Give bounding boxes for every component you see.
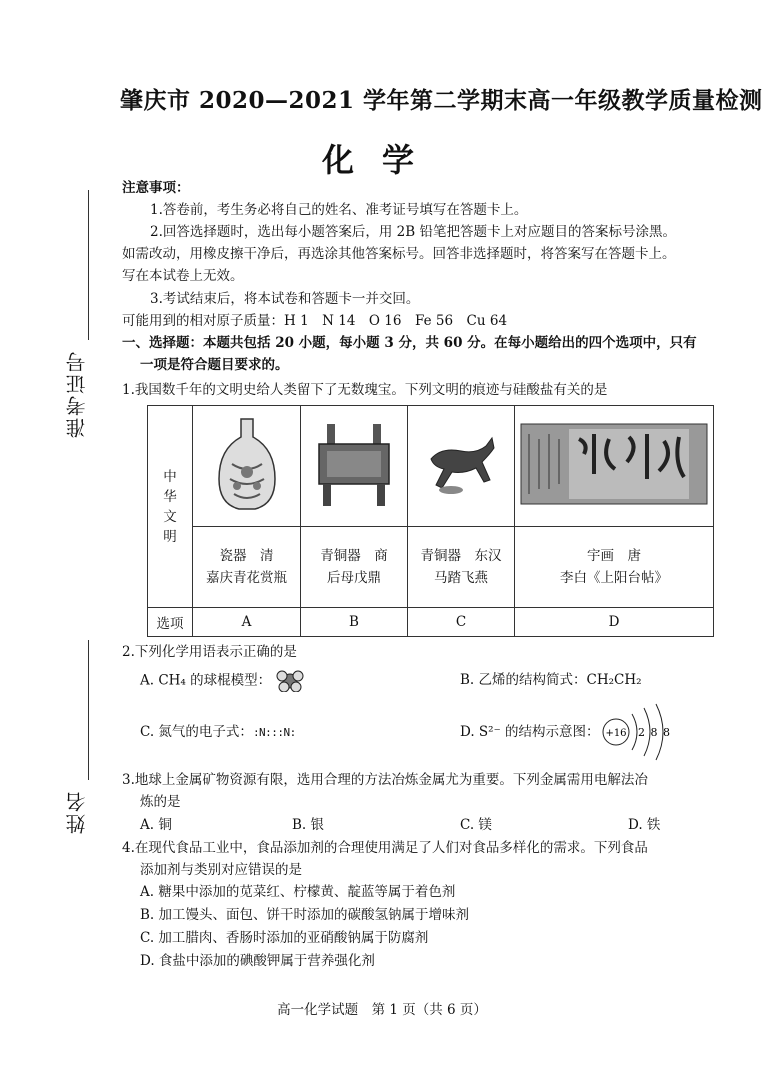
option-header: 选项: [148, 608, 193, 637]
vase-icon: [212, 414, 282, 514]
q4-option-d: D. 食盐中添加的碘酸钾属于营养强化剂: [140, 953, 375, 969]
page-footer: 高一化学试题 第 1 页（共 6 页）: [277, 1002, 487, 1018]
calligraphy-scroll-icon: [519, 419, 709, 509]
q4-option-b: B. 加工馒头、面包、饼干时添加的碳酸氢钠属于增味剂: [140, 907, 470, 923]
notes-item-2: 2.回答选择题时，选出每小题答案后，用 2B 铅笔把答题卡上对应题目的答案标号涂黑。: [150, 224, 676, 240]
option-b: B: [301, 608, 408, 637]
option-c: C: [408, 608, 515, 637]
option-d: D: [515, 608, 714, 637]
n2-electron-formula: :N:::N:: [252, 726, 296, 739]
q1-stem: 1.我国数千年的文明史给人类留下了无数瑰宝。下列文明的痕迹与硅酸盐有关的是: [122, 382, 608, 398]
sulfide-ion-structure-icon: [600, 702, 680, 762]
q3-option-d: D. 铁: [628, 817, 661, 833]
q1-table: [147, 405, 714, 637]
q2-option-c: C. 氮气的电子式：:N:::N:: [140, 724, 296, 740]
section-1-heading: 一、选择题：本题共包括 20 小题，每小题 3 分，共 60 分。在每小题给出的四个选项中，只有: [122, 335, 697, 351]
q4-option-c: C. 加工腊肉、香肠时添加的亚硝酸钠属于防腐剂: [140, 930, 429, 946]
vase-image-cell: [193, 406, 301, 527]
q3-option-b: B. 银: [292, 817, 325, 833]
ball-stick-model-icon: [275, 670, 305, 692]
row-header-civilization: 中 华 文 明: [148, 406, 193, 608]
ding-image-cell: [301, 406, 408, 527]
bronze-ding-icon: [309, 419, 399, 509]
q3-option-c: C. 镁: [460, 817, 492, 833]
q4-option-a: A. 糖果中添加的苋菜红、柠檬黄、靛蓝等属于着色剂: [140, 884, 456, 900]
name-label: 姓名: [65, 790, 89, 834]
item-d-label: 宇画 唐 李白《上阳台帖》: [515, 527, 714, 608]
exam-id-line: [88, 190, 89, 340]
calligraphy-image-cell: [515, 406, 714, 527]
electron-shells: 2 8 8: [638, 726, 670, 739]
q4-stem: 4.在现代食品工业中，食品添加剂的合理使用满足了人们对食品多样化的需求。下列食品: [122, 840, 648, 856]
q2-option-a: A. CH₄ 的球棍模型：: [140, 670, 305, 692]
horse-image-cell: [408, 406, 515, 527]
section-1-heading-cont: 一项是符合题目要求的。: [140, 357, 289, 373]
exam-id-label: 准考证号: [65, 350, 89, 438]
q3-option-a: A. 铜: [140, 817, 172, 833]
flying-horse-icon: [416, 424, 506, 504]
notes-heading: 注意事项：: [122, 180, 190, 196]
name-line: [88, 640, 89, 780]
notes-item-2-cont: 如需改动，用橡皮擦干净后，再选涂其他答案标号。回答非选择题时，将答案写在答题卡上。: [122, 246, 676, 262]
q3-stem-cont: 炼的是: [140, 794, 181, 810]
notes-item-1: 1.答卷前，考生务必将自己的姓名、准考证号填写在答题卡上。: [150, 202, 528, 218]
q4-stem-cont: 添加剂与类别对应错误的是: [140, 862, 302, 878]
q2-option-d: D. S²⁻ 的结构示意图：: [460, 724, 600, 740]
q2-option-b: B. 乙烯的结构简式：CH₂CH₂: [460, 672, 642, 688]
nucleus-charge: +16: [605, 728, 627, 739]
atomic-mass: 可能用到的相对原子质量：H 1 N 14 O 16 Fe 56 Cu 64: [122, 313, 508, 329]
exam-title: 肇庆市 2020—2021 学年第二学期末高一年级教学质量检测: [120, 87, 763, 114]
q2-stem: 2.下列化学用语表示正确的是: [122, 644, 297, 660]
q3-stem: 3.地球上金属矿物资源有限，选用合理的方法冶炼金属尤为重要。下列金属需用电解法冶: [122, 772, 648, 788]
notes-item-2-cont2: 写在本试卷上无效。: [122, 268, 244, 284]
notes-item-3: 3.考试结束后，将本试卷和答题卡一并交回。: [150, 291, 420, 307]
option-a: A: [193, 608, 301, 637]
subject-title: 化学: [321, 141, 442, 179]
item-b-label: 青铜器 商 后母戊鼎: [301, 527, 408, 608]
item-a-label: 瓷器 清 嘉庆青花赏瓶: [193, 527, 301, 608]
item-c-label: 青铜器 东汉 马踏飞燕: [408, 527, 515, 608]
